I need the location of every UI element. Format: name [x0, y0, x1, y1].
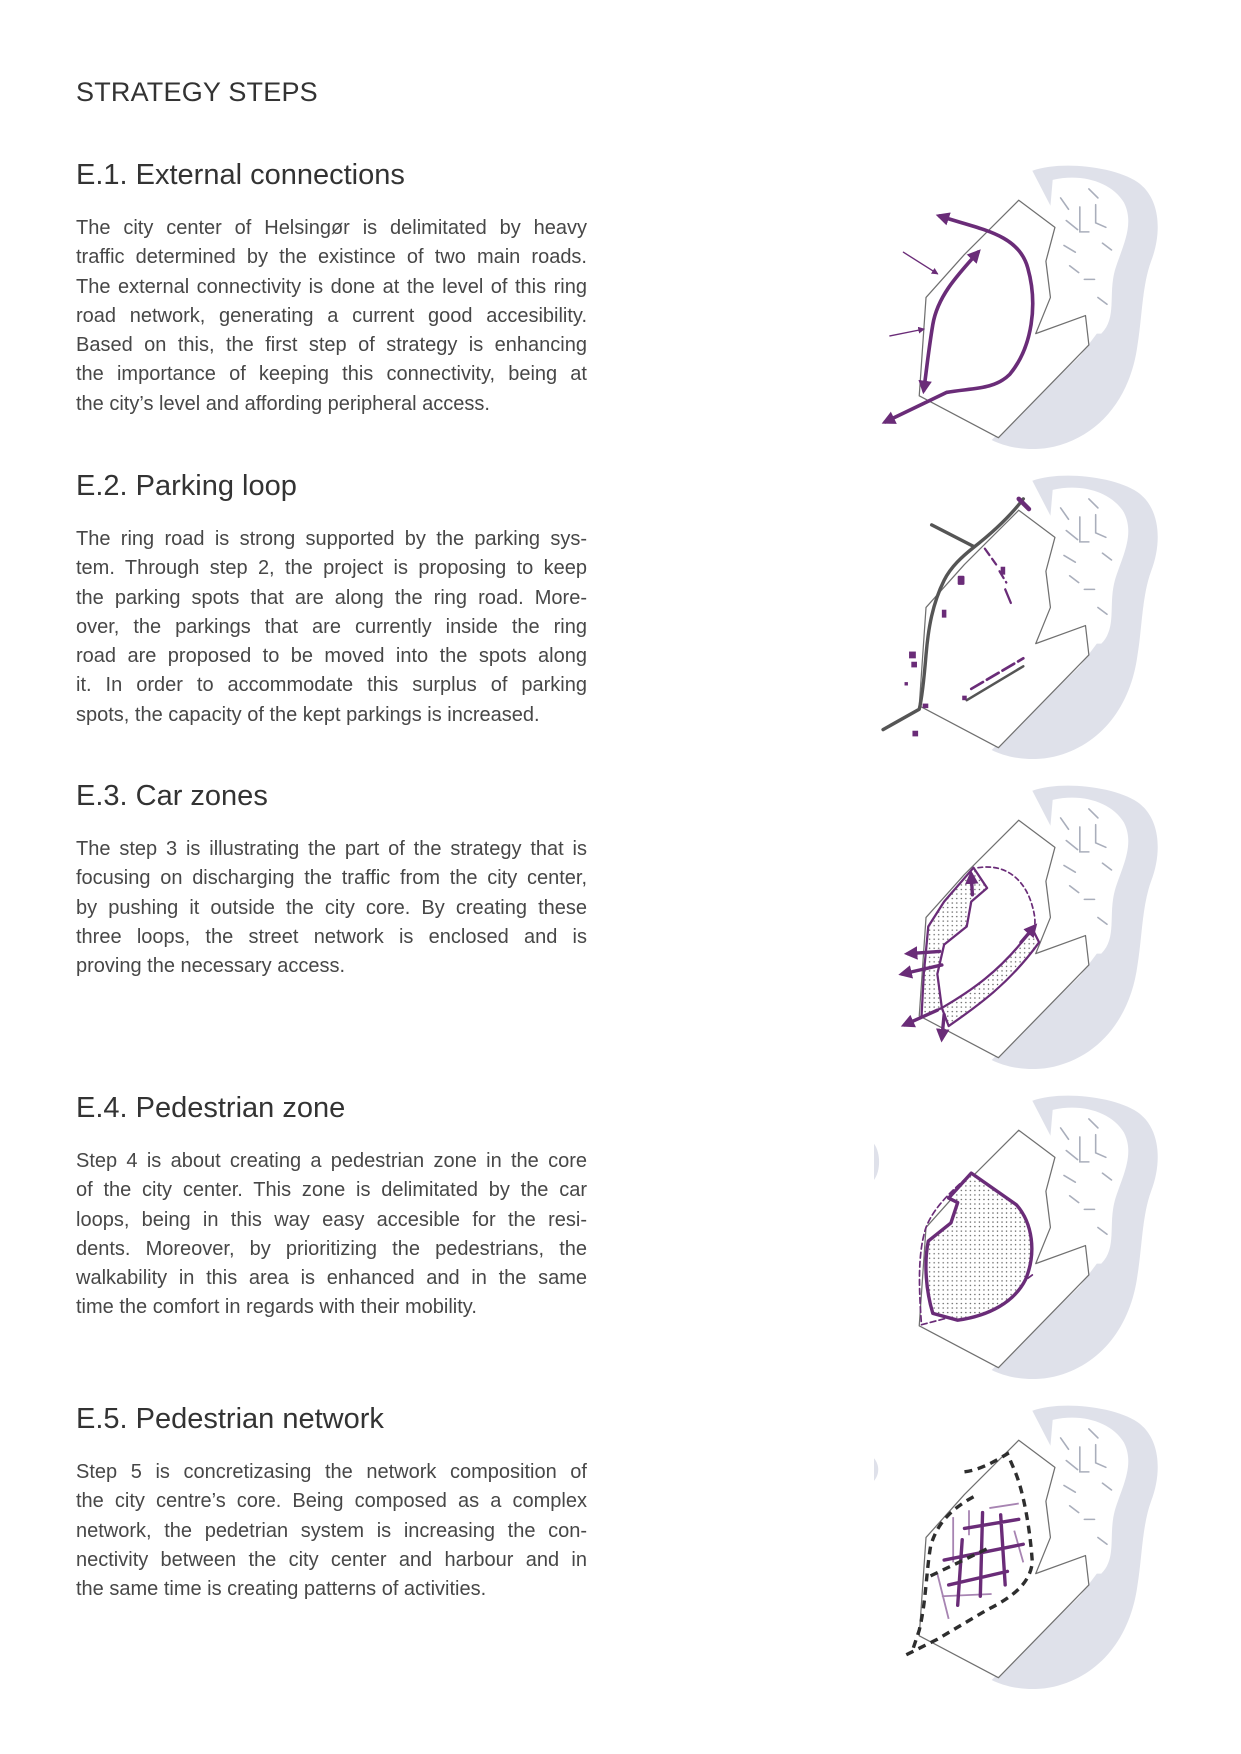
strategy-step-5 [76, 1402, 587, 1604]
step-heading: E.4. Pedestrian zone [76, 1092, 346, 1124]
paragraph-line: time the comfort in regards with their mobility. [76, 1296, 477, 1319]
step-heading: E.5. Pedestrian network [76, 1403, 384, 1435]
base-map [919, 476, 1157, 759]
step-paragraph [76, 1147, 587, 1323]
paragraph-line: three loops, the street network is enclosed and is [76, 925, 587, 948]
paragraph-line: spots, the capacity of the kept parkings is increased. [76, 703, 540, 726]
paragraph-line: loops, being in this way easy accesible for the resi- [76, 1208, 587, 1231]
strategy-step-2 [76, 469, 587, 730]
paragraph-line: traffic determined by the existince of two main roads. [76, 246, 587, 269]
paragraph-line: Step 4 is about creating a pedestrian zone in the core [76, 1150, 587, 1172]
paragraph-line: of the city center. This zone is delimitated by the car [76, 1179, 587, 1202]
paragraph-line: the parking spots that are along the ring road. More- [76, 586, 587, 609]
strategy-step-3 [76, 779, 587, 981]
paragraph-line: over, the parkings that are currently inside the ring [76, 615, 587, 638]
paragraph-line: proving the necessary access. [76, 955, 346, 978]
paragraph-line: The city center of Helsingør is delimitated by heavy [76, 217, 587, 239]
paragraph-line: dents. Moreover, by prioritizing the pedestrians, the [76, 1237, 587, 1260]
paragraph-line: road network, generating a current good accesibility. [76, 304, 587, 327]
paragraph-line: nectivity between the city center and harbour and in [76, 1548, 587, 1571]
paragraph-line: tem. Through step 2, the project is proposing to keep [76, 557, 587, 580]
base-map [919, 166, 1157, 449]
paragraph-line: the importance of keeping this connectivity, being at [76, 363, 587, 386]
paragraph-line: walkability in this area is enhanced and in the same [76, 1267, 587, 1290]
pedestrian-zone-diagram [874, 1094, 1159, 1379]
step-paragraph [76, 525, 587, 730]
car-zones-diagram [874, 784, 1159, 1069]
paragraph-line: it. In order to accommodate this surplus of parking [76, 674, 587, 697]
paragraph-line: focusing on discharging the traffic from the city center, [76, 867, 587, 890]
step-paragraph [76, 835, 587, 981]
page-title: STRATEGY STEPS [76, 77, 318, 107]
external-connections-diagram [874, 164, 1159, 449]
paragraph-line: road are proposed to be moved into the spots along [76, 645, 587, 668]
step-paragraph [76, 1458, 587, 1604]
strategy-step-4 [76, 1091, 587, 1323]
step-paragraph [76, 214, 587, 419]
paragraph-line: the same time is creating patterns of activities. [76, 1578, 487, 1601]
paragraph-line: Step 5 is concretizasing the network composition of [76, 1461, 587, 1483]
step-heading: E.2. Parking loop [76, 470, 297, 502]
step-heading: E.1. External connections [76, 159, 405, 191]
paragraph-line: The ring road is strong supported by the parking sys- [76, 528, 587, 550]
water-edge [874, 1458, 878, 1481]
paragraph-line: the city centre’s core. Being composed as a complex [76, 1490, 587, 1513]
base-map [919, 1406, 1157, 1689]
strategy-step-1 [76, 158, 587, 419]
pedestrian-network-diagram [874, 1404, 1159, 1689]
paragraph-line: by pushing it outside the city core. By creating these [76, 896, 587, 919]
paragraph-line: the city’s level and affording peripheral access. [76, 392, 490, 415]
step-heading: E.3. Car zones [76, 780, 268, 812]
paragraph-line: Based on this, the first step of strategy is enhancing [76, 334, 587, 357]
paragraph-line: The external connectivity is done at the level of this ring [76, 275, 587, 298]
water-edge [874, 1144, 879, 1180]
parking-loop-diagram [874, 474, 1159, 759]
paragraph-line: network, the pedetrian system is increasing the con- [76, 1519, 587, 1542]
paragraph-line: The step 3 is illustrating the part of the strategy that is [76, 838, 587, 860]
